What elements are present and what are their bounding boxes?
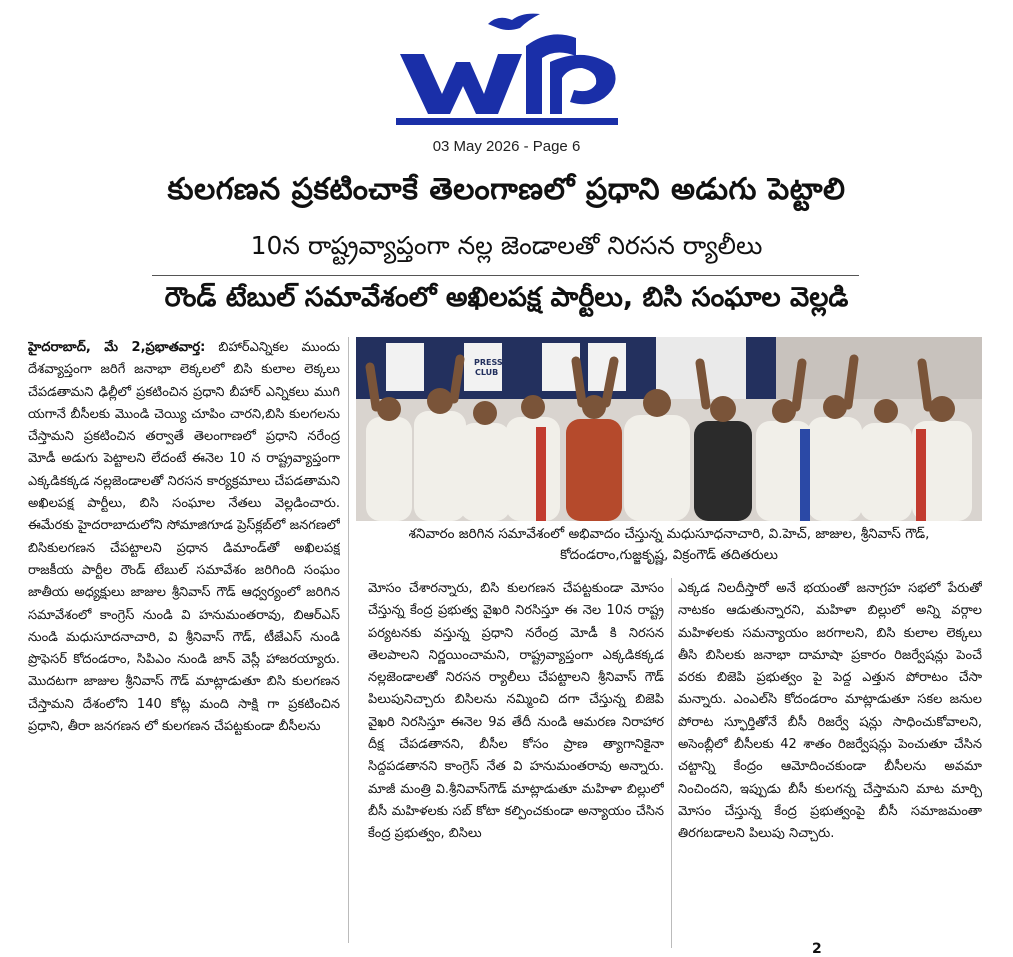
page-marker: 2 <box>812 941 822 957</box>
press-meet-photo <box>356 337 982 521</box>
article-text-col2: మోసం చేశారన్నారు, బిసి కులగణన చేపట్టకుండా మోసం చేస్తున్న కేంద్ర ప్రభుత్వ వైఖరి నిరసిస్తూ ఈ నెల 10న రాష్ట్ర పర్యటనకు వస్తున్న ప్రధాని నరేంద్ర మోడీ కి నిరసన తెలపాలని నిర్ణయించామని, రాష్ట్రవ్యాప్తంగా ఎక్కడికక్కడ నల్లజెండాలతో నిరసన ర్యాలీలు చేపట్టాలని శ్రీనివాస్ గౌడ్ పిలుపునిచ్చారు బిసిలను నమ్మించి దగా చేస్తున్న బిజెపి వైఖరి నిరసిస్తూ ఈనెల 9వ తేదీ నుండి ఆమరణ నిరాహార దీక్ష చేపడతానని, బీసీల కోసం ప్రాణ త్యాగానికైనా సిద్దపడతానని కాంగ్రెస్ నేత వి హనుమంతరావు అన్నారు. మాజీ మంత్రి వి.శ్రీనివాస్‌గౌడ్ మాట్లాడుతూ మహిళా బిల్లులో బీసీ మహిళలకు సబ్ కోటా కల్పించకుండా అన్యాయం చేసిన కేంద్ర ప్రభుత్వం, బిసిలు <box>368 581 664 842</box>
banner-text-line2: CLUB <box>475 368 499 377</box>
vaartha-logo-graphic <box>390 6 625 131</box>
article-column-3 <box>678 578 982 948</box>
headline: కులగణన ప్రకటించాకే తెలంగాణలో ప్రధాని అడుగు పెట్టాలి <box>167 172 846 207</box>
edition-dateline: 03 May 2026 - Page 6 <box>432 138 581 155</box>
headline-divider <box>152 275 859 276</box>
article-text-col1: బిహార్ఎన్నికల ముందు దేశవ్యాప్తంగా జరిగే జనాభా లెక్కలలో బిసి కులాల లెక్కలు చేపడతామని ఢిల్లీలో ప్రకటించిన ప్రధాని బీహార్ ఎన్నికలు ముగి యగానే బీసీలకు మొండి చెయ్యి చూపిం చారని,బిసి కులగలను చేస్తామని ప్రకటించిన తర్వాతే తెలంగాణలో ప్రధాని నరేంద్ర మోడీ అడుగు పెట్టాలని లేదంటే ఈనెల 10 న రాష్ట్రవ్యాప్తంగా ఎక్కడికక్కడ నల్లజెండాలతో నిరసన కార్యక్రమాలు చేపడతామని అఖిలపక్ష పార్టీలు, బిసి సంఘాల నేతలు వెల్లడించారు. ఈమేరకు హైదరాబాదులోని సోమాజిగూడ ప్రెస్‌క్లబ్‌లో జనగణలో బిసికులగణన చేపట్టాలని ప్రధాన డిమాండ్‌తో అఖిలపక్ష రాజకీయ పార్టీల రౌండ్ టేబుల్ సమావేశం జరిగింది సంఘం జాతీయ అధ్యక్షులు జాజుల శ్రీనివాస్ గౌడ్ ఆధ్వర్యంలో జరిగిన సమావేశంలో కాంగ్రెస్ నుండి వి హనుమంతరావు, బిఆర్ఎస్ నుండి మధుసూదనాచారి, వి శ్రీనివాస్ గౌడ్, టీజేఎస్ నుండి ప్రొఫెసర్ కోదండరాం, సిపిఎం నుండి జాన్ వెస్లీ హాజరయ్యారు. మొదటగా జాజుల శ్రీనివాస్ గౌడ్ మాట్లాడుతూ బిసి కులగణన చేస్తామని దేశంలోని 140 కోట్ల మంది సాక్షి గా ప్రకటించిన ప్రధాని, తీరా జనగణన లో కులగణన చేపట్టకుండా బీసీలను <box>28 340 340 735</box>
photo-caption: శనివారం జరిగిన సమావేశంలో అభివాదం చేస్తున్న మధుసూధనాచారి, వి.హెచ్, జాజుల, శ్రీనివాస్ గౌడ్, కోదండరాం,గుజ్జకృష్ణ, విక్రంగౌడ్ తదితరులు <box>408 526 930 563</box>
group-photo-graphic <box>356 337 982 521</box>
kicker-headline: రౌండ్ టేబుల్ సమావేశంలో అఖిలపక్ష పార్టీలు, బిసి సంఘాల వెల్లడి <box>164 282 849 313</box>
newspaper-logo <box>390 6 625 131</box>
subheadline: 10న రాష్ట్రవ్యాప్తంగా నల్ల జెండాలతో నిరసన ర్యాలీలు <box>250 231 763 260</box>
article-column-1 <box>28 337 340 943</box>
article-column-2 <box>368 578 664 948</box>
byline: హైదరాబాద్, మే 2,ప్రభాతవార్త: <box>28 340 206 355</box>
column-separator <box>671 578 672 948</box>
article-text-col3: ఎక్కడ నిలదీస్తారో అనే భయంతో జనాగ్రహ సభలో పేరుతో నాటకం ఆడుతున్నారని, మహిళా బిల్లులో అన్ని వర్గాల మహిళలకు సమన్యాయం జరగాలని, బిసి కులాల లెక్కలు తీసి బిసిలకు జనాభా దామాషా ప్రకారం రిజర్వేషన్లు పెంచే వరకు బిజెపి ప్రభుత్వం పై పెద్ద ఎత్తున పోరాటం చేసా మన్నారు. ఎంఎల్‌సి కోదండరాం మాట్లాడుతూ సకల జనుల పోరాట స్ఫూర్తితోనే బీసీ రిజర్వే షన్లు సాధించుకోవాలని, అసెంబ్లీలో బీసీలకు 42 శాతం రిజర్వేషన్లు పెంచుతూ చేసిన చట్టాన్ని కేంద్రం ఆమోదించకుండా బీసీలను అవమా నించిందని, ఇప్పుడు బీసీ కులగన్న చేస్తామని మాట మార్చి మోసం చేస్తున్న కేంద్ర ప్రభుత్వంపై బీసీ సమాజమంతా తిరగబడాలని పిలుపు నిచ్చారు. <box>678 581 982 842</box>
column-separator <box>348 337 349 943</box>
banner-text-line1: PRESS <box>474 358 503 367</box>
